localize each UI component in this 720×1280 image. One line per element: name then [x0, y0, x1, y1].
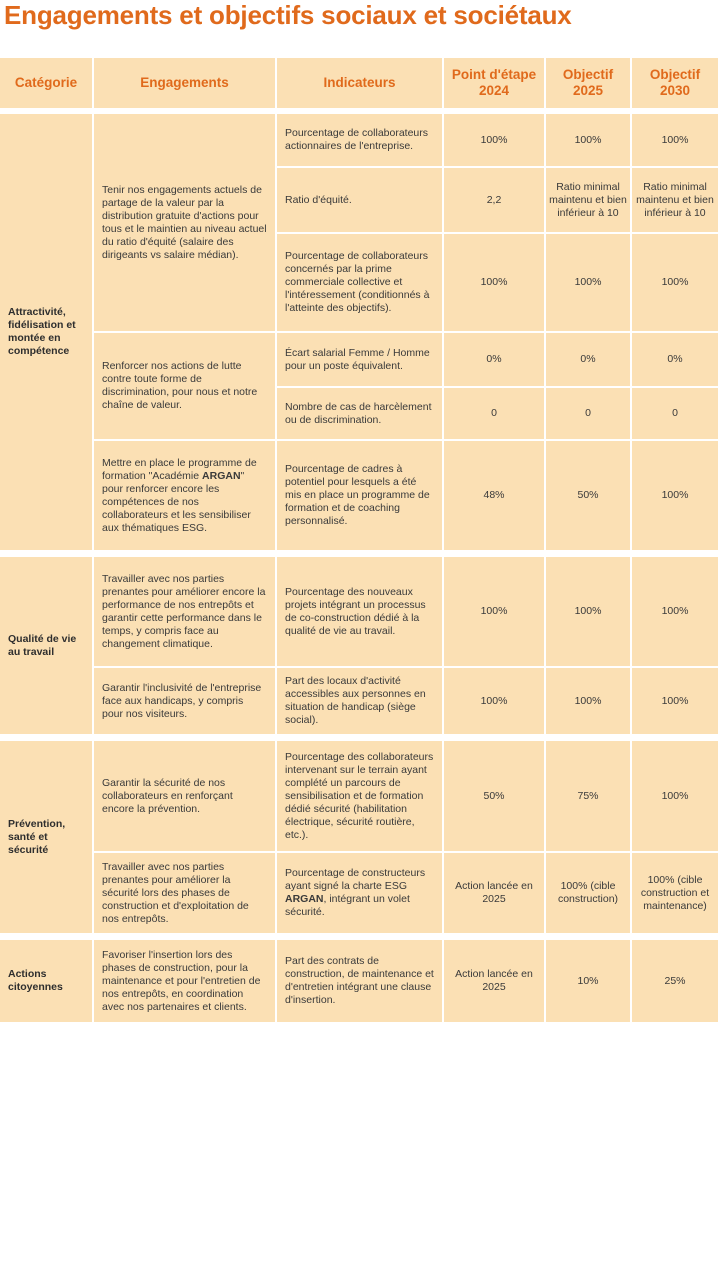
value-2030: 0 — [632, 388, 718, 439]
value-2024: 100% — [444, 668, 544, 734]
header-objectif-2030: Objectif 2030 — [632, 58, 718, 108]
value-2025: 50% — [546, 441, 630, 550]
value-2030: 100% (cible construction et maintenance) — [632, 853, 718, 933]
indicator-cell: Part des contrats de construction, de maintenance et d'entretien intégrant une clause d'insertion. — [277, 940, 442, 1022]
engagement-cell: Mettre en place le programme de formation "Académie ARGAN" pour renforcer encore les compétences de nos collaborateurs et les sensibiliser aux thématiques ESG. — [94, 441, 275, 550]
header-indicateurs: Indicateurs — [277, 58, 442, 108]
value-2025: 0 — [546, 388, 630, 439]
value-2025: Ratio minimal maintenu et bien inférieur à 10 — [546, 168, 630, 232]
indicator-cell: Pourcentage de cadres à potentiel pour lesquels a été mis en place un programme de formation et de coaching personnalisé. — [277, 441, 442, 550]
category-cell: Attractivité, fidélisation et montée en compétence — [0, 114, 92, 550]
header-categorie: Catégorie — [0, 58, 92, 108]
category-cell: Qualité de vie au travail — [0, 557, 92, 734]
value-2025: 100% — [546, 557, 630, 666]
indicator-cell: Pourcentage des nouveaux projets intégrant un processus de co-construction dédié à la qualité de vie au travail. — [277, 557, 442, 666]
category-cell: Prévention, santé et sécurité — [0, 741, 92, 933]
value-2024: 2,2 — [444, 168, 544, 232]
engagement-cell: Garantir la sécurité de nos collaborateurs en renforçant encore la prévention. — [94, 741, 275, 851]
value-2024: 50% — [444, 741, 544, 851]
value-2030: 100% — [632, 741, 718, 851]
brand-name: ARGAN — [202, 469, 241, 482]
value-2030: 0% — [632, 333, 718, 386]
value-2024: Action lancée en 2025 — [444, 940, 544, 1022]
header-objectif-2025: Objectif 2025 — [546, 58, 630, 108]
value-2030: 100% — [632, 441, 718, 550]
engagement-cell: Travailler avec nos parties prenantes pour améliorer encore la performance de nos entrepôts et garantir cette performance dans le temps, y compris face au changement climatique. — [94, 557, 275, 666]
value-2030: 100% — [632, 234, 718, 331]
value-2025: 100% — [546, 668, 630, 734]
value-2025: 100% — [546, 234, 630, 331]
value-2025: 10% — [546, 940, 630, 1022]
value-2024: Action lancée en 2025 — [444, 853, 544, 933]
indicator-cell: Pourcentage de constructeurs ayant signé la charte ESG ARGAN, intégrant un volet sécurité. — [277, 853, 442, 933]
category-cell: Actions citoyennes — [0, 940, 92, 1022]
engagement-cell: Favoriser l'insertion lors des phases de construction, pour la maintenance et pour l'entretien de nos entrepôts, en coordination avec nos partenaires et clients. — [94, 940, 275, 1022]
header-point-2024: Point d'étape 2024 — [444, 58, 544, 108]
brand-name: ARGAN — [285, 893, 324, 905]
header-engagements: Engagements — [94, 58, 275, 108]
value-2025: 100% (cible construction) — [546, 853, 630, 933]
value-2030: 25% — [632, 940, 718, 1022]
engagement-cell: Renforcer nos actions de lutte contre toute forme de discrimination, pour nous et notre chaîne de valeur. — [94, 333, 275, 439]
indicator-cell: Pourcentage de collaborateurs concernés par la prime commerciale collective et l'intéressement (conditionnés à l'atteinte des objectifs). — [277, 234, 442, 331]
engagement-cell: Tenir nos engagements actuels de partage de la valeur par la distribution gratuite d'actions pour tous et le maintien au niveau actuel du ratio d'équité (salaire des dirigeants vs salaire médian). — [94, 114, 275, 331]
indicator-cell: Écart salarial Femme / Homme pour un poste équivalent. — [277, 333, 442, 386]
value-2024: 0% — [444, 333, 544, 386]
value-2024: 48% — [444, 441, 544, 550]
value-2024: 100% — [444, 234, 544, 331]
engagement-cell: Travailler avec nos parties prenantes pour améliorer la sécurité lors des phases de construction et d'exploitation de nos entrepôts. — [94, 853, 275, 933]
engagement-cell: Garantir l'inclusivité de l'entreprise face aux handicaps, y compris pour nos visiteurs. — [94, 668, 275, 734]
indicator-cell: Ratio d'équité. — [277, 168, 442, 232]
value-2025: 75% — [546, 741, 630, 851]
page-title: Engagements et objectifs sociaux et sociétaux — [4, 0, 572, 30]
indicator-cell: Nombre de cas de harcèlement ou de discrimination. — [277, 388, 442, 439]
value-2030: 100% — [632, 114, 718, 166]
value-2030: 100% — [632, 668, 718, 734]
value-2024: 0 — [444, 388, 544, 439]
value-2030: Ratio minimal maintenu et bien inférieur à 10 — [632, 168, 718, 232]
value-2024: 100% — [444, 557, 544, 666]
indicator-cell: Pourcentage des collaborateurs intervenant sur le terrain ayant complété un parcours de sensibilisation et de formation dédié sécurité (habilitation électrique, sécurité routière, etc.). — [277, 741, 442, 851]
value-2024: 100% — [444, 114, 544, 166]
value-2030: 100% — [632, 557, 718, 666]
value-2025: 100% — [546, 114, 630, 166]
indicator-cell: Part des locaux d'activité accessibles aux personnes en situation de handicap (siège social). — [277, 668, 442, 734]
indicator-cell: Pourcentage de collaborateurs actionnaires de l'entreprise. — [277, 114, 442, 166]
value-2025: 0% — [546, 333, 630, 386]
